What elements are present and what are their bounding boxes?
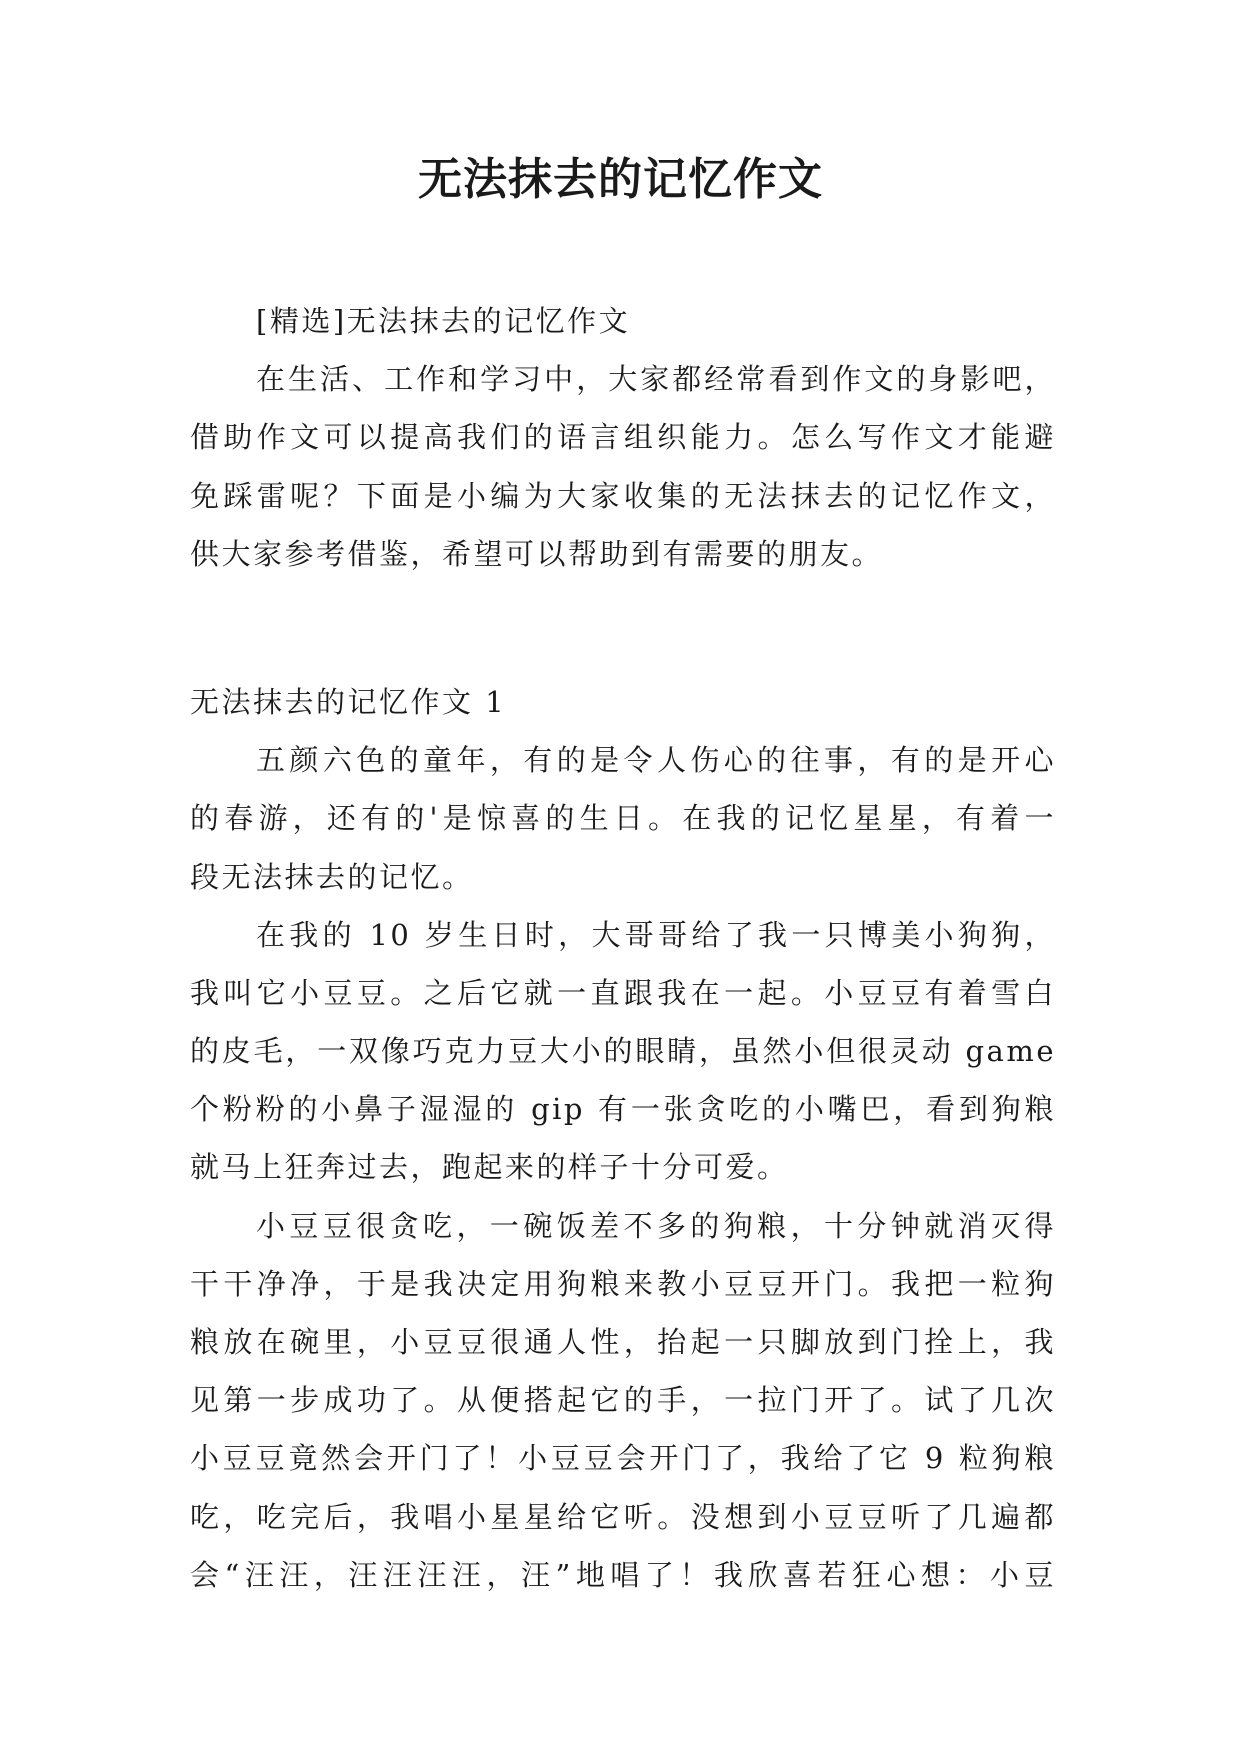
document-title: 无法抹去的记忆作文 [418,154,823,205]
paragraph-line: 五颜六色的童年，有的是令人伤心的往事，有的是开心 [256,743,1056,778]
paragraph-line: 段无法抹去的记忆。 [190,859,474,894]
paragraph-line: 个粉粉的小鼻子湿湿的 gip 有一张贪吃的小嘴巴，看到狗粮 [190,1092,1056,1127]
intro-line: 供大家参考借鉴，希望可以帮助到有需要的朋友。 [190,536,884,571]
paragraph-line: 吃，吃完后，我唱小星星给它听。没想到小豆豆听了几遍都 [190,1499,1056,1534]
intro-block [190,292,1056,583]
paragraph-line: 我叫它小豆豆。之后它就一直跟我在一起。小豆豆有着雪白 [190,975,1056,1010]
intro-line: 在生活、工作和学习中，大家都经常看到作文的身影吧， [256,362,1056,397]
paragraph-2 [190,906,1056,1197]
section-spacer [190,583,1056,673]
paragraph-line: 小豆豆很贪吃，一碗饭差不多的狗粮，十分钟就消灭得 [256,1208,1056,1243]
document-body [190,292,1056,1604]
paragraph-line: 见第一步成功了。从便搭起它的手，一拉门开了。试了几次 [190,1383,1056,1418]
paragraph-3 [190,1197,1056,1604]
paragraph-line: 就马上狂奔过去，跑起来的样子十分可爱。 [190,1150,789,1185]
paragraph-line: 的春游，还有的'是惊喜的生日。在我的记忆星星，有着一 [190,801,1056,836]
paragraph-line: 在我的 10 岁生日时，大哥哥给了我一只博美小狗狗， [256,917,1056,952]
intro-line: 免踩雷呢？下面是小编为大家收集的无法抹去的记忆作文， [190,478,1056,513]
paragraph-1 [190,731,1056,906]
paragraph-line: 的皮毛，一双像巧克力豆大小的眼睛，虽然小但很灵动 game [190,1034,1056,1069]
paragraph-line: 小豆豆竟然会开门了！小豆豆会开门了，我给了它 9 粒狗粮 [190,1441,1056,1476]
paragraph-line: 粮放在碗里，小豆豆很通人性，抬起一只脚放到门拴上，我 [190,1325,1056,1359]
intro-lead: [精选]无法抹去的记忆作文 [256,304,631,338]
paragraph-line: 干干净净，于是我决定用狗粮来教小豆豆开门。我把一粒狗 [190,1266,1056,1301]
paragraph-line: 会“汪汪，汪汪汪汪，汪”地唱了！我欣喜若狂心想：小豆 [190,1557,1056,1592]
intro-line: 借助作文可以提高我们的语言组织能力。怎么写作文才能避 [190,420,1056,455]
section-heading: 无法抹去的记忆作文 1 [190,684,507,719]
